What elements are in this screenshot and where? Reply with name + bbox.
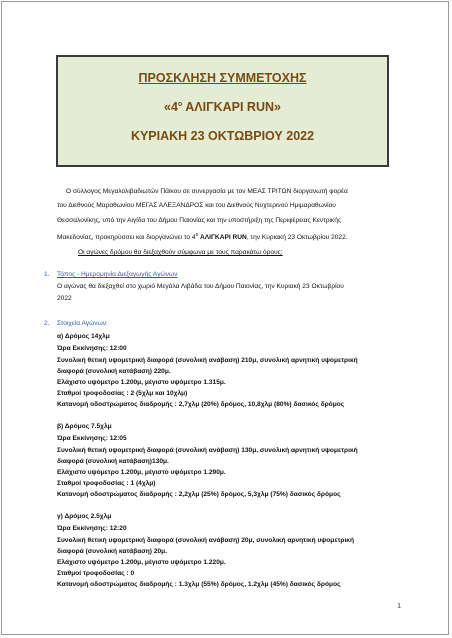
page-number: 1 — [397, 601, 402, 610]
race-a-line-5: Κατανομή οδοστρώματος διαδρομής : 2,7χλμ (20%) δρόμος, 10,8χλμ (80%) δασικός δρόμος — [57, 401, 345, 408]
section-1-line-2: 2022 — [57, 295, 72, 302]
section-1-line-1: Ο αγώνας θα διεξαχθεί στο χωριό Μεγάλα Λιβάδα του Δήμου Παιονίας, την Κυριακή 23 Οκτωβρίου — [57, 283, 344, 290]
race-c-line-2: διαφορά (συνολική κατάβαση) 20μ. — [57, 548, 168, 555]
section-1-heading: Τόπος - Ημερομηνία Διεξαγωγής Αγώνων — [57, 271, 178, 278]
race-a-start: Ώρα Εκκίνησης: 12:00 — [57, 345, 127, 352]
race-c-line-5: Κατανομή οδοστρώματος διαδρομής : 1.3χλμ (55%) δρόμος, 1.2χλμ (45%) δασικός δρόμος — [57, 581, 341, 588]
race-b-line-2: διαφορά (συνολική κατάβαση)130μ. — [57, 458, 169, 465]
race-c-start: Ώρα Εκκίνησης: 12:20 — [57, 525, 127, 532]
race-c-line-4: Σταθμοί τροφοδοσίας : 0 — [57, 570, 135, 577]
race-b-line-5: Κατανομή οδοστρώματος διαδρομής : 2,2χλμ (25%) δρόμος, 5,3χλμ (75%) δασικός δρόμος — [57, 491, 341, 498]
race-a-line-1: Συνολική θετική υψομετρική διαφορά (συνολική ανάβαση) 210μ, συνολική αρνητική υψομετρική — [57, 357, 358, 364]
race-c-title: γ) Δρόμος 2.5χλμ — [57, 513, 112, 520]
title-box — [56, 55, 389, 167]
race-a-line-3: Ελάχιστο υψόμετρο 1.200μ, μέγιστο υψόμετρο 1.315μ. — [57, 379, 226, 386]
race-b-title: β) Δρόμος 7.5χλμ — [57, 423, 112, 430]
race-c-line-3: Ελάχιστο υψόμετρο 1.200μ, μέγιστο υψόμετρο 1.220μ. — [57, 559, 226, 566]
section-2-heading: Στοιχεία Αγώνων: — [57, 320, 108, 327]
section-1-number: 1. — [44, 271, 50, 278]
race-b-line-4: Σταθμοί τροφοδοσίας : 1 (4χλμ) — [57, 480, 156, 487]
race-b-start: Ώρα Εκκίνησης: 12:05 — [57, 435, 127, 442]
title-event-name: «$4^o$ ΑΛΙΓΚΑΡΙ RUN» — [164, 100, 281, 114]
intro-line-3: Θεσσαλονίκης, υπό την Αιγίδα του Δήμου Παιονίας και την υποστήριξη της Περιφέρειας Κεντρικής — [57, 217, 342, 224]
section-2-number: 2. — [44, 320, 50, 327]
race-a-title: α) Δρόμος 14χλμ — [57, 333, 110, 340]
race-c-line-1: Συνολική θετική υψομετρική διαφορά (συνολική ανάβαση) 20μ, συνολική αρνητική υψομετρική — [57, 537, 355, 544]
intro-line-4: Μακεδονίας, προκηρύσσει και διοργανώνει το $4^o$ ΑΛΙΓΚΑΡΙ RUN, την Κυριακή 23 Οκτωβρίου 2022. — [57, 232, 348, 242]
race-b-line-1: Συνολική θετική υψομετρική διαφορά (συνολική ανάβαση) 130μ, συνολική αρνητική υψομετρική — [57, 447, 358, 454]
intro-conditions: Οι αγώνες δρόμου θα διεξαχθούν σύμφωνα με τους παρακάτω όρους: — [78, 249, 283, 256]
title-invitation: ΠΡΟΣΚΛΗΣΗ ΣΥΜΜΕΤΟΧΗΣ — [138, 71, 307, 85]
race-a-line-2: διαφορά (συνολική κατάβαση) 220μ. — [57, 368, 171, 375]
race-b-line-3: Ελάχιστο υψόμετρο 1.200μ, μέγιστο υψόμετρο 1.290μ. — [57, 469, 226, 476]
race-a-line-4: Σταθμοί τροφοδοσίας : 2 (5χλμ και 10χλμ) — [57, 390, 188, 397]
title-date: ΚΥΡΙΑΚΗ 23 ΟΚΤΩΒΡΙΟΥ 2022 — [130, 129, 315, 143]
intro-line-1: Ο σύλλογος Μεγαλολιβαδιωτών Πάϊκου σε συνεργασία με τον ΜΕΑΣ ΤΡΙΤΩΝ διοργανωτή φορέα — [66, 188, 348, 195]
intro-line-2: του Διεθνούς Μαραθωνίου ΜΕΓΑΣ ΑΛΕΞΑΝΔΡΟΣ και του Διεθνούς Νυχτερινού Ημιμαραθωνίου — [57, 202, 336, 209]
